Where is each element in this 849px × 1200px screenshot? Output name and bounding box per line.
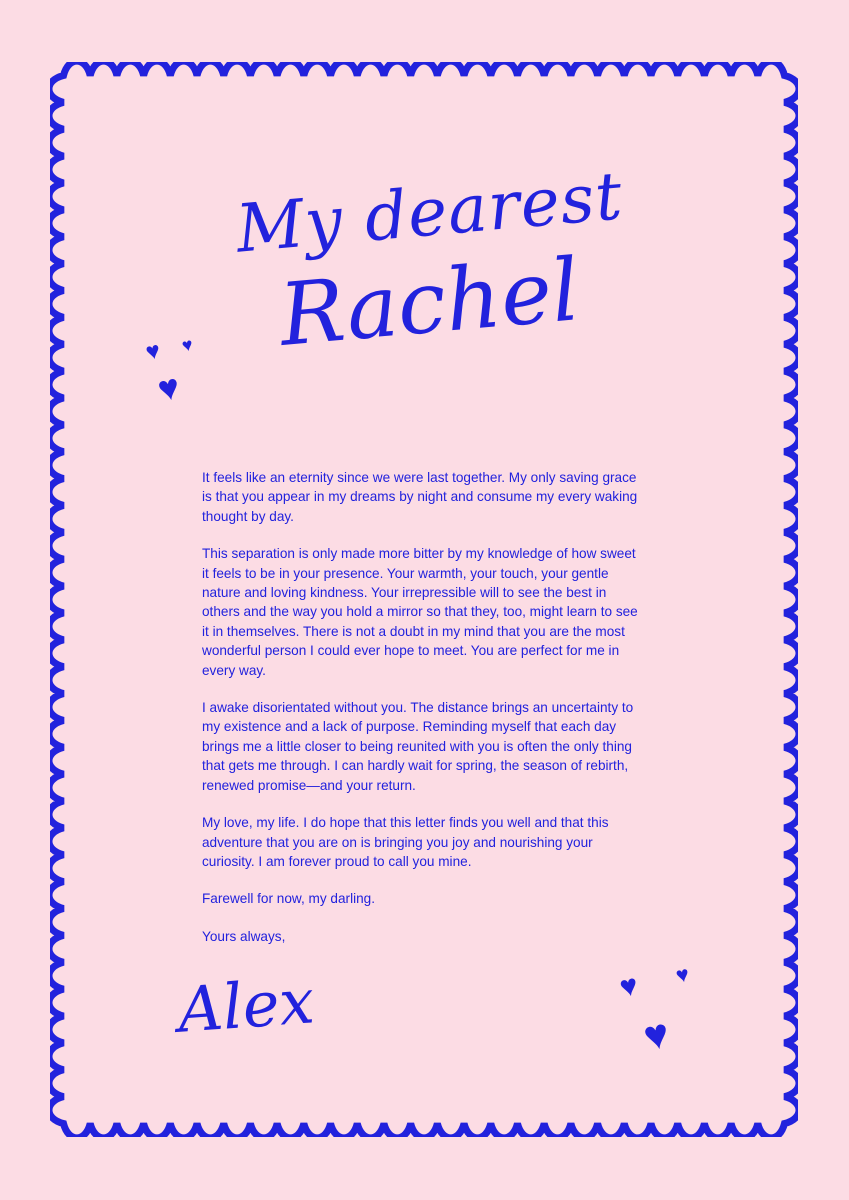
letter-heading: [0, 157, 849, 366]
heart-icon-bottom-1: ♥: [616, 968, 641, 1005]
letter-paragraph: Yours always,: [202, 928, 286, 944]
letter-paragraph: This separation is only made more bitter by my knowledge of how sweet it feels to be in your presence. Your warmth, your touch, your gentle nature and loving kindness. Your irrepressible will to see the best in others and the way you hold a mirror so that they, too, might learn to see it in themselves. There is not a doubt in my mind that you are the most wonderful person I could ever hope to meet. You are perfect for me in every way.: [202, 546, 638, 678]
letter-paragraph: My love, my life. I do hope that this letter finds you well and that this adventure that you are on is bringing you joy and nourishing your curiosity. I am forever proud to call you mine.: [202, 815, 609, 869]
heart-icon-bottom-3: ♥: [639, 1008, 674, 1061]
heart-icon-top-3: ♥: [153, 365, 184, 410]
signature: Alex: [175, 964, 317, 1047]
heart-icon-top-2: ♥: [180, 334, 195, 356]
heart-icon-bottom-2: ♥: [673, 960, 692, 989]
letter-body: [202, 468, 644, 946]
heart-icon-top-1: ♥: [143, 336, 163, 367]
letter-paragraph: I awake disorientated without you. The distance brings an uncertainty to my existence and a lack of purpose. Reminding myself that each day brings me a little closer to being reunited with you is often the only thing that gets me through. I can hardly wait for spring, the season of rebirth, renewed promise—and your return.: [202, 700, 634, 793]
heading-line-2: Rachel: [275, 240, 584, 366]
letter-paragraph: Farewell for now, my darling.: [202, 891, 376, 907]
letter-paragraph: It feels like an eternity since we were last together. My only saving grace is that you appear in my dreams by night and consume my every waking thought by day.: [202, 470, 638, 524]
heading-line-1: My dearest: [233, 157, 626, 268]
